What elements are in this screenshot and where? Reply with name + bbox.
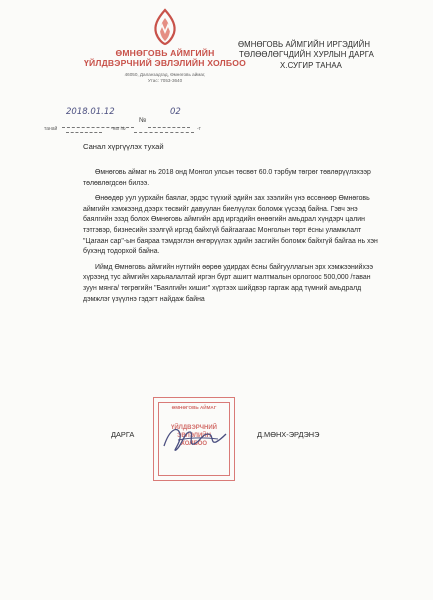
letter-subject: Санал хүргүүлэх тухай — [83, 142, 164, 151]
stamp-top-text: ӨМНӨГОВЬ АЙМАГ — [171, 405, 217, 410]
organization-address — [120, 72, 210, 84]
reply-left-label: танай — [44, 126, 58, 132]
organization-name-line1: ӨМНӨГОВЬ АЙМГИЙН — [115, 48, 215, 58]
flame-logo-icon — [148, 8, 182, 46]
reply-date-underline — [66, 126, 102, 133]
paragraph: Өнөөдөр уул уурхайн баялаг, эрдэс түүхий эдийн зах зээлийн үнэ өссөнөөр Өмнөговь аймгийн хэмжээнд дээрх төсвийг давуулан биелүүлэх боломж үүсээд байна. Гэвч энэ баялгийн эзэд болох Өмнөговь аймгийн ард иргэдийн өнөөгийн амьдрал хүндэрч цалин тэтгэвэр, бизнесийн зээлгүй иргэд байхгүй байгаагаас Монголын төрт ёсны уламжлалт "Цагаан сар"-ын баяраа тэмдэглэн өнгөрүүлэх эдийн засгийн боломж байхгүй байгаа нь хэн бүхэнд тодорхой байна. — [83, 195, 378, 256]
recipient-name: Х.СУГИР ТАНАА — [280, 60, 342, 70]
stamp-line: ЭВЛЭЛИЙН — [177, 433, 211, 439]
reply-right-label: -т — [197, 126, 201, 132]
organization-name-line2: ҮЙЛДВЭРЧНИЙ ЭВЛЭЛИЙН ХОЛБОО — [83, 58, 246, 68]
number-sign: № — [139, 117, 147, 124]
stamp-line: ҮЙЛДВЭРЧНИЙ — [171, 425, 217, 431]
letter-body — [83, 168, 383, 310]
signer-name: Д.МӨНХ-ЭРДЭНЭ — [257, 430, 320, 439]
handwritten-number: 02 — [170, 107, 181, 117]
signer-role: ДАРГА — [111, 430, 135, 439]
handwritten-signature-icon — [158, 420, 230, 460]
paragraph: Иймд Өмнөговь аймгийн нутгийн өөрөө удирдах ёсны байгууллагын эрх хэмжээнийхээ хүрээнд тус аймгийн харьяалалтай иргэн бүрт ашигт малтмалын орлогоос 500,000 /таван зуун мянга/ төгрөгийн "Баялгийн хишиг" хүртээх шийдвэр гаргаж ард түмний амьдралд дэмжлэг үзүүлнэ гэдэгт найдаж байна — [83, 263, 373, 303]
stamp-line: ХОЛБОО — [180, 441, 208, 447]
recipient-line1: ӨМНӨГОВЬ АЙМГИЙН ИРГЭДИЙН — [238, 40, 371, 49]
recipient-block — [238, 40, 418, 71]
reply-number-underline — [134, 126, 194, 133]
phone-line: Утас: 7053-3640 — [147, 78, 183, 83]
handwritten-date: 2018.01.12 — [66, 107, 115, 117]
recipient-line2: ТӨЛӨӨЛӨГЧДИЙН ХУРЛЫН ДАРГА — [239, 50, 374, 60]
reply-mid-label: -ны № — [111, 126, 126, 132]
paragraph: Өмнөговь аймаг нь 2018 онд Монгол улсын төсвөт 60.0 тэрбум төгрөг төвлөрүүлэхээр төлөвлөгдсөн билээ. — [83, 169, 371, 187]
address-line: 46050, Даланзадгад, Өмнөговь аймаг, — [124, 72, 206, 77]
